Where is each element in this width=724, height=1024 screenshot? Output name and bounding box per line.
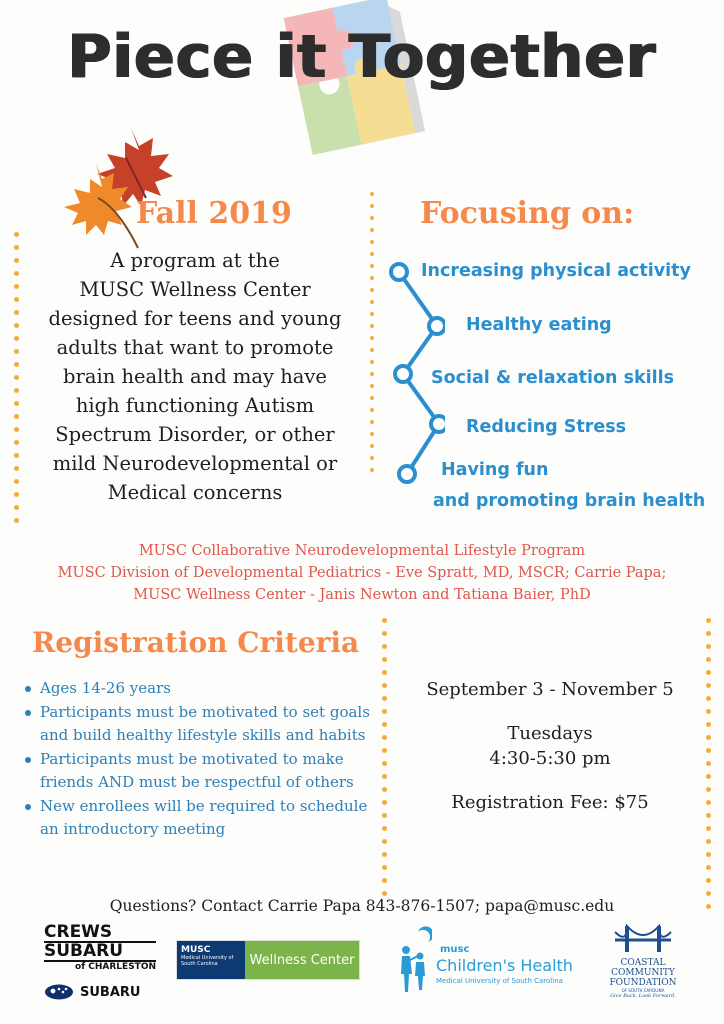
criteria-list: [22, 677, 382, 842]
focus-item: Healthy eating: [466, 315, 612, 335]
children-figures-icon: [396, 926, 432, 994]
ccf-line2: COMMUNITY: [611, 968, 675, 978]
focus-item: Social & relaxation skills: [431, 368, 675, 388]
program-day: Tuesdays: [507, 723, 593, 744]
focusing-on-heading: Focusing on:: [420, 196, 635, 231]
description-line: MUSC Wellness Center: [79, 278, 311, 301]
focus-item: Having fun: [441, 460, 549, 480]
description-line: adults that want to promote: [56, 336, 334, 359]
autumn-leaves-icon: [56, 118, 186, 258]
registration-fee: Registration Fee: $75: [451, 792, 649, 813]
dotted-divider: [382, 618, 386, 904]
timeline-node: [395, 366, 411, 382]
coastal-community-foundation-logo: [598, 924, 688, 1004]
description-line: mild Neurodevelopmental or: [52, 452, 338, 475]
crews-text: CREWS: [44, 924, 156, 943]
list-item: Participants must be motivated to make friends AND must be respectful of others: [22, 748, 382, 795]
timeline-node: [399, 466, 415, 482]
bridge-icon: [611, 924, 675, 954]
program-time: 4:30-5:30 pm: [489, 748, 611, 769]
subaru-wordmark: SUBARU: [80, 984, 141, 1000]
timeline-node: [429, 318, 445, 334]
description-line: Spectrum Disorder, or other: [55, 423, 335, 446]
dotted-divider: [370, 192, 374, 480]
musc-childrens-health-logo: [396, 926, 586, 996]
focus-item: and promoting brain health: [433, 491, 706, 511]
timeline-node: [391, 264, 407, 280]
description-line: designed for teens and young: [48, 307, 342, 330]
musc-small-text: MUSC: [181, 945, 211, 955]
page-title: Piece it Together: [67, 22, 657, 92]
dotted-divider: [706, 618, 710, 917]
musc-wellness-logo: [176, 940, 360, 980]
ch-sub-text: Medical University of South Carolina: [436, 977, 563, 985]
crews-subaru-logo: [44, 924, 156, 1000]
ccf-sub: OF SOUTH CAROLINA: [621, 988, 665, 993]
ccf-line1: COASTAL: [620, 958, 666, 968]
program-description: [30, 246, 360, 507]
program-dates: September 3 - November 5: [426, 679, 674, 700]
description-line: Medical concerns: [107, 481, 283, 504]
credit-line: MUSC Wellness Center - Janis Newton and Tatiana Baier, PhD: [133, 587, 591, 603]
musc-sub-text: Medical University of South Carolina: [181, 955, 234, 967]
description-line: brain health and may have: [63, 365, 327, 388]
credit-line: MUSC Division of Developmental Pediatrics - Eve Spratt, MD, MSCR; Carrie Papa;: [57, 565, 667, 581]
wellness-center-text: Wellness Center: [245, 941, 359, 979]
list-item: New enrollees will be required to schedule an introductory meeting: [22, 795, 382, 842]
program-credits: [0, 540, 724, 606]
contact-line: Questions? Contact Carrie Papa 843-876-1507; papa@musc.edu: [109, 897, 615, 915]
ch-musc-text: musc: [440, 944, 470, 955]
subaru-text: SUBARU: [44, 943, 156, 962]
credit-line: MUSC Collaborative Neurodevelopmental Lifestyle Program: [138, 543, 586, 559]
ccf-tag: Give Back. Look Forward.: [610, 993, 676, 999]
ch-name-text: Children's Health: [436, 956, 573, 975]
registration-criteria-heading: Registration Criteria: [32, 626, 360, 659]
list-item: Ages 14-26 years: [22, 677, 382, 701]
description-line: high functioning Autism: [75, 394, 315, 417]
description-line: A program at the: [110, 249, 280, 272]
subaru-stars-icon: [44, 984, 74, 1000]
list-item: Participants must be motivated to set goals and build healthy lifestyle skills and habits: [22, 701, 382, 748]
dotted-divider: [14, 232, 18, 531]
focus-item: Increasing physical activity: [421, 261, 691, 281]
ccf-line3: FOUNDATION: [609, 978, 677, 988]
charleston-text: of CHARLESTON: [75, 962, 156, 972]
timeline-node: [431, 416, 445, 432]
fall-2019-heading: Fall 2019: [136, 196, 292, 231]
focus-item: Reducing Stress: [466, 417, 627, 437]
